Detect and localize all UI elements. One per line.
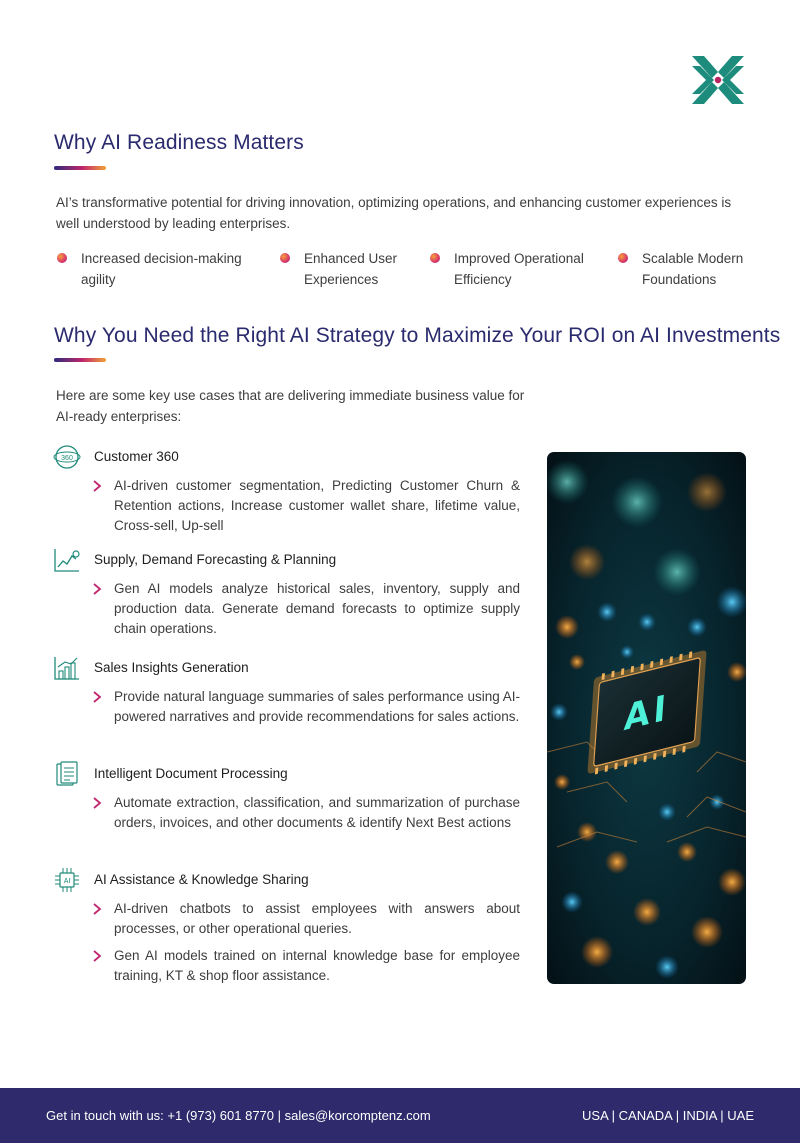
section-title-ai-readiness: Why AI Readiness Matters [54,131,304,154]
customer-360-icon [53,444,81,470]
use-case-text: Gen AI models trained on internal knowledge base for employee training, KT & shop floor assistance. [114,948,520,983]
forecast-chart-icon [53,547,81,573]
chevron-right-icon [92,902,102,916]
footer-regions: USA | CANADA | INDIA | UAE [582,1108,754,1123]
chevron-right-icon [92,796,102,810]
benefit-line: agility [81,272,116,287]
company-logo [690,52,746,108]
chevron-right-icon [92,690,102,704]
benefit-item [304,248,397,290]
use-case-title: Intelligent Document Processing [94,766,288,781]
footer-contact[interactable]: Get in touch with us: +1 (973) 601 8770 | sales@korcomptenz.com [46,1108,431,1123]
use-case-text: Automate extraction, classification, and summarization of purchase orders, invoices, and other documents & identify Next Best actions [114,795,520,830]
benefit-line: Foundations [642,272,717,287]
use-case-point [92,579,520,639]
ai-chip-hero-image [547,452,746,984]
section-intro: AI’s transformative potential for driving innovation, optimizing operations, and enhancing customer experiences is well understood by leading enterprises. [56,195,732,231]
use-case-text: AI-driven chatbots to assist employees with answers about processes, or other operational queries. [114,901,520,936]
chevron-right-icon [92,949,102,963]
benefit-item [642,248,743,290]
use-case-title: AI Assistance & Knowledge Sharing [94,872,309,887]
footer-bar [0,1088,800,1143]
bullet-dot-icon [430,253,440,263]
ai-chip-icon [53,867,81,893]
benefit-line: Experiences [304,272,379,287]
benefit-line: Increased decision-making [81,251,242,266]
chevron-right-icon [92,479,102,493]
use-case-title: Sales Insights Generation [94,660,249,675]
use-case-text: AI-driven customer segmentation, Predicting Customer Churn & Retention actions, Increase customer wallet share, lifetime value, Cross-sell, Up-sell [114,478,520,533]
use-case-point [92,687,520,727]
use-case-point [92,793,520,833]
bullet-dot-icon [280,253,290,263]
use-case-point [92,476,520,536]
benefit-line: Improved Operational [454,251,584,266]
use-case-point [92,899,520,939]
svg-text:360: 360 [61,455,73,462]
use-case-title: Customer 360 [94,449,179,464]
title-underline [54,358,106,362]
benefit-line: Efficiency [454,272,512,287]
benefit-line: Scalable Modern [642,251,744,266]
use-case-title: Supply, Demand Forecasting & Planning [94,552,337,567]
svg-text:AI: AI [63,878,71,885]
document-icon [53,761,81,787]
benefit-line: Enhanced User [304,251,398,266]
use-case-text: Provide natural language summaries of sales performance using AI-powered narratives and provide recommendations for sales actions. [114,689,520,724]
section-title-ai-strategy: Why You Need the Right AI Strategy to Maximize Your ROI on AI Investments [54,324,781,347]
use-cases-intro: Here are some key use cases that are delivering immediate business value for AI-ready enterprises: [56,388,525,424]
use-case-text: Gen AI models analyze historical sales, inventory, supply and production data. Generate demand forecasts to optimize supply chain operations. [114,581,520,636]
bullet-dot-icon [618,253,628,263]
benefit-item [454,248,584,290]
bullet-dot-icon [57,253,67,263]
title-underline [54,166,106,170]
use-case-point [92,946,520,986]
chip-label: AI [622,687,672,740]
benefit-item [81,248,242,290]
bar-chart-icon [53,655,81,681]
chevron-right-icon [92,582,102,596]
